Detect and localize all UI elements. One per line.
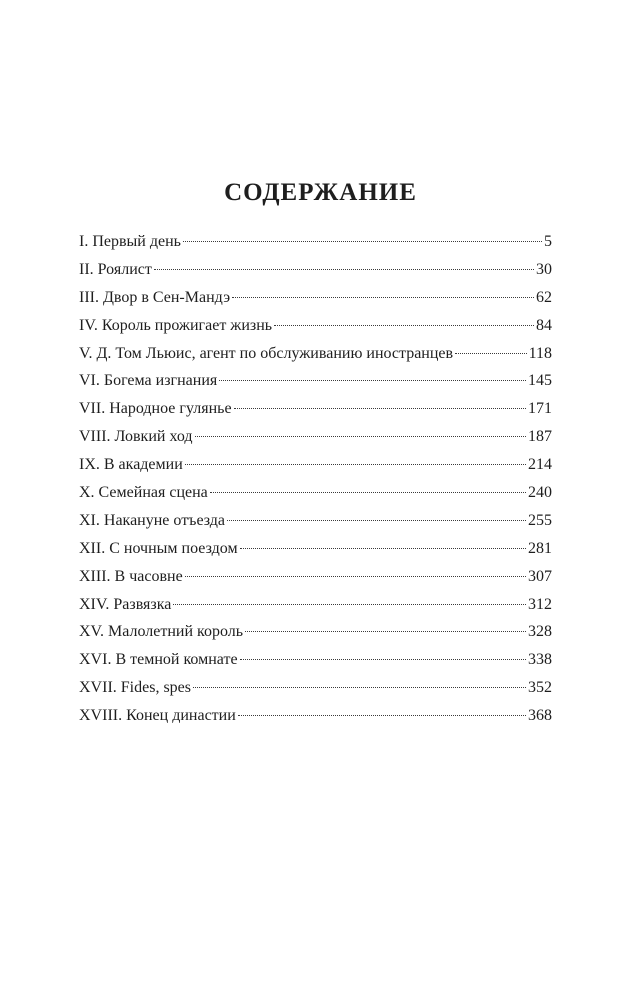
toc-entry [79,423,552,451]
toc-entry [79,507,552,535]
toc-entry [79,451,552,479]
toc-leader-dots [219,380,526,381]
toc-entry-label: VIII. Ловкий ход [79,428,193,446]
toc-entry-label: III. Двор в Сен-Мандэ [79,288,231,306]
toc-leader-dots [232,297,534,298]
toc-entry [79,591,552,619]
page-title: СОДЕРЖАНИЕ [224,179,417,206]
toc-entry [79,228,552,256]
toc-entry-label: XI. Накануне отъезда [79,511,226,529]
toc-entry [79,284,552,312]
toc-leader-dots [173,604,526,605]
toc-entry [79,646,552,674]
toc-entry-page: 171 [528,400,552,418]
toc-entry-label: XVIII. Конец династии [79,707,236,725]
toc-entry-label: IX. В академии [79,456,183,474]
toc-entry-label: X. Семейная сцена [79,484,208,502]
toc-entry [79,479,552,507]
toc-entry-page: 307 [528,567,552,585]
toc-entry-label: IV. Король прожигает жизнь [79,316,273,334]
toc-leader-dots [195,436,526,437]
toc-entry-page: 62 [536,288,552,306]
toc-entry [79,367,552,395]
toc-entry-label: XIII. В часовне [79,567,183,585]
toc-leader-dots [227,520,526,521]
toc-entry [79,312,552,340]
toc-entry-label: VI. Богема изгнания [79,372,218,390]
toc-entry-label: I. Первый день [79,233,181,250]
toc-leader-dots [185,576,526,577]
toc-entry-label: XIV. Развязка [79,595,172,613]
table-of-contents [79,228,552,730]
toc-entry-page: 145 [528,372,552,390]
toc-leader-dots [154,269,534,270]
toc-entry [79,563,552,591]
toc-entry-page: 255 [528,511,552,529]
toc-entry-label: XVI. В темной комнате [79,651,238,669]
toc-entry-page: 187 [528,428,552,446]
toc-entry-page: 368 [528,707,552,725]
toc-leader-dots [193,687,526,688]
toc-entry [79,256,552,284]
toc-entry [79,702,552,730]
toc-entry-page: 240 [528,484,552,502]
toc-leader-dots [245,631,526,632]
toc-leader-dots [240,548,526,549]
toc-entry [79,674,552,702]
toc-leader-dots [238,715,526,716]
toc-leader-dots [210,492,526,493]
toc-entry-label: XVII. Fides, spes [79,679,191,697]
toc-entry-page: 312 [528,595,552,613]
toc-entry-page: 84 [536,316,552,334]
toc-entry-page: 30 [536,260,552,278]
toc-leader-dots [185,464,526,465]
toc-entry [79,395,552,423]
toc-entry-label: V. Д. Том Льюис, агент по обслуживанию иностранцев [79,344,454,362]
toc-entry-label: II. Роялист [79,260,152,278]
toc-entry-label: VII. Народное гулянье [79,400,232,418]
toc-entry-page: 338 [528,651,552,669]
toc-entry [79,340,552,368]
toc-entry-page: 118 [528,344,552,362]
toc-entry-label: XV. Малолетний король [79,623,244,641]
toc-entry-page: 5 [544,233,552,250]
toc-leader-dots [274,325,534,326]
toc-leader-dots [234,408,526,409]
toc-leader-dots [183,241,542,242]
toc-entry-page: 328 [528,623,552,641]
toc-entry-label: XII. С ночным поездом [79,539,238,557]
toc-entry [79,618,552,646]
toc-leader-dots [455,353,527,354]
toc-entry [79,535,552,563]
toc-entry-page: 281 [528,539,552,557]
toc-leader-dots [240,659,526,660]
toc-entry-page: 352 [528,679,552,697]
toc-entry-page: 214 [528,456,552,474]
